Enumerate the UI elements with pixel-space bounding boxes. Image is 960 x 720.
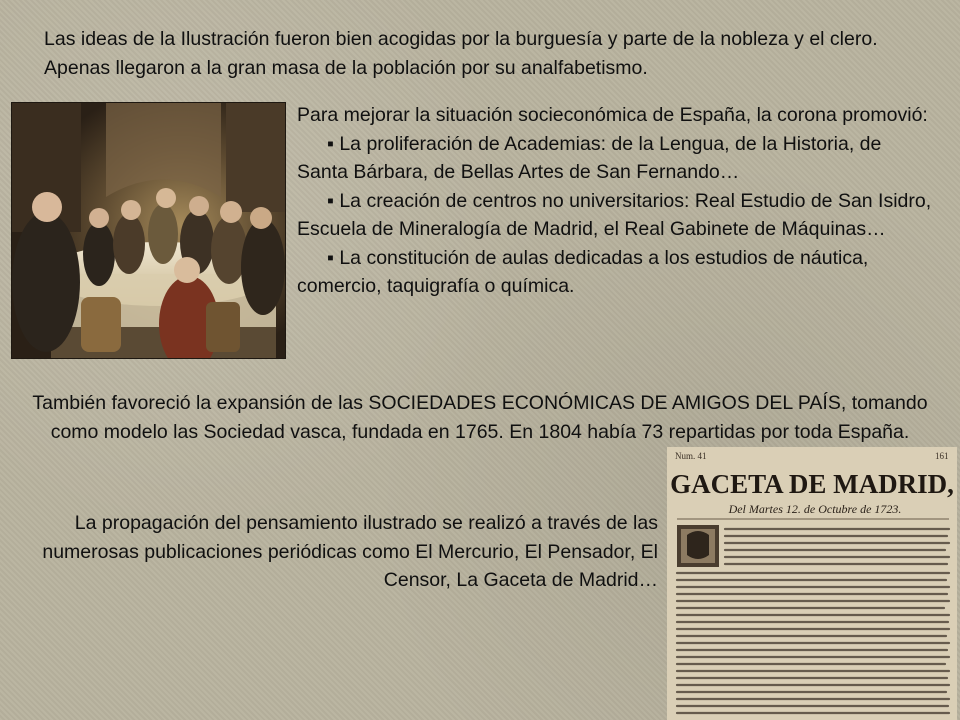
gazette-title: GACETA DE MADRID, bbox=[670, 469, 954, 499]
tertulia-painting bbox=[11, 102, 286, 359]
gaceta-de-madrid-page bbox=[667, 447, 957, 720]
gazette-page: 161 bbox=[935, 451, 949, 461]
press-paragraph: La propagación del pensamiento ilustrado se realizó a través de las numerosas publicaciones periódicas como El Mercurio, El Pensador, El Censor, La Gaceta de Madrid… bbox=[42, 512, 658, 591]
crown-measures-block bbox=[297, 101, 937, 301]
crown-lead: Para mejorar la situación socieconómica de España, la corona promovió: bbox=[297, 104, 928, 126]
bullet-academias: ▪ La proliferación de Academias: de la Lengua, de la Historia, de Santa Bárbara, de Bellas Artes de San Fernando… bbox=[297, 132, 882, 183]
gazette-date: Del Martes 12. de Octubre de 1723. bbox=[728, 502, 902, 516]
societies-paragraph: También favoreció la expansión de las SOCIEDADES ECONÓMICAS DE AMIGOS DEL PAÍS, tomando como modelo las Sociedad vasca, fundada en 1765. En 1804 había 73 repartidas por toda España. bbox=[32, 392, 928, 443]
bullet-aulas: ▪ La constitución de aulas dedicadas a los estudios de náutica, comercio, taquigrafía o química. bbox=[297, 246, 869, 297]
bullet-centros: ▪ La creación de centros no universitarios: Real Estudio de San Isidro, Escuela de Mineralogía de Madrid, el Real Gabinete de Máquinas… bbox=[297, 189, 932, 240]
gazette-number: Num. 41 bbox=[675, 451, 707, 461]
intro-paragraph: Las ideas de la Ilustración fueron bien acogidas por la burguesía y parte de la nobleza y el clero. Apenas llegaron a la gran masa de la población por su analfabetismo. bbox=[44, 28, 878, 79]
